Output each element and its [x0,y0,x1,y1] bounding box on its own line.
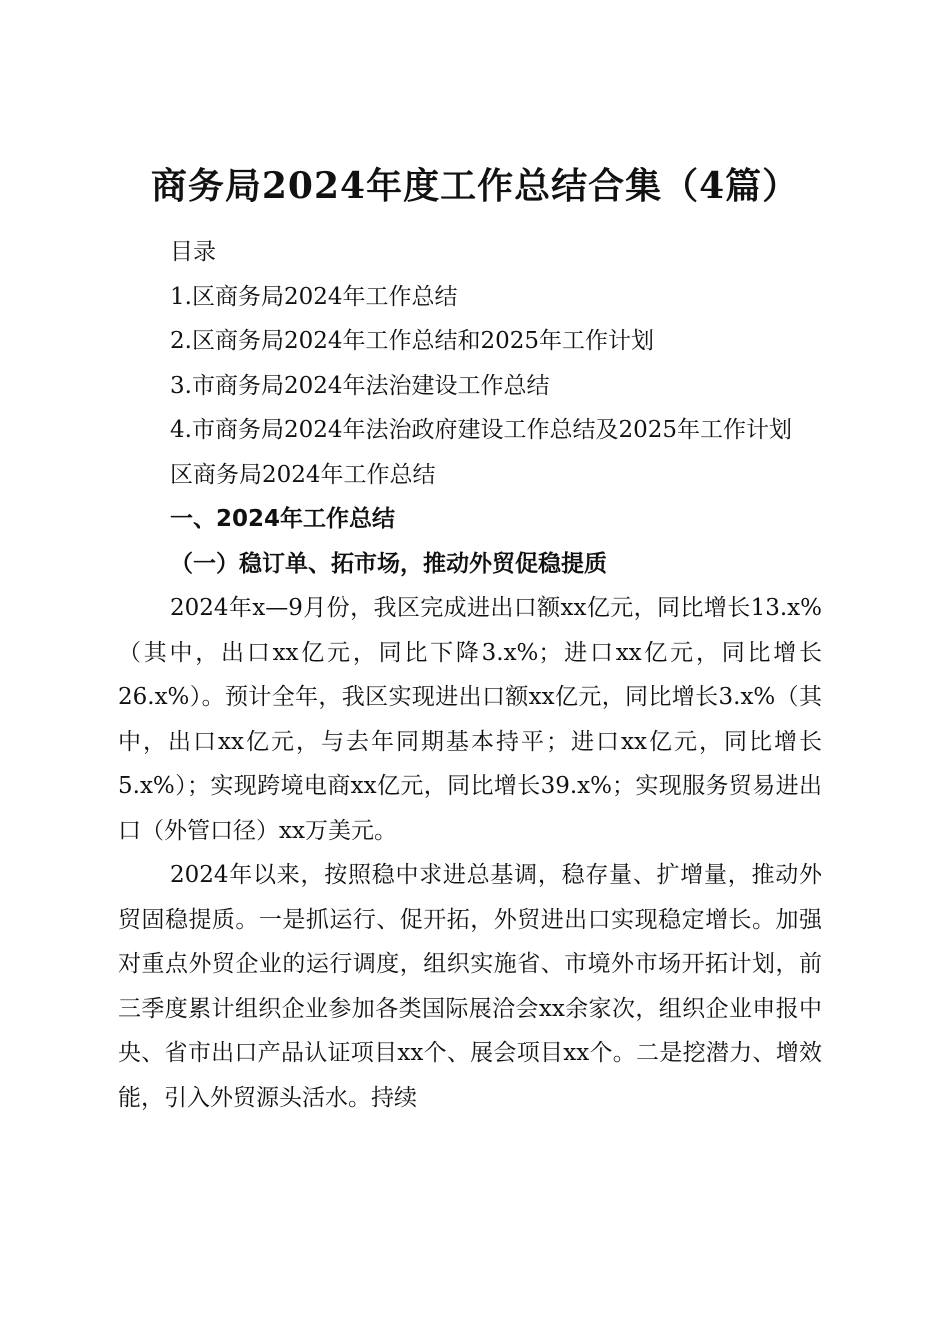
section-heading: 一、2024年工作总结 [170,506,396,532]
document-body [118,230,822,1120]
toc-item-1: 1.区商务局2024年工作总结 [170,283,458,310]
document-title: 商务局2024年度工作总结合集（4篇） [150,165,800,208]
toc-item-3: 3.市商务局2024年法治建设工作总结 [170,372,550,399]
body-paragraph-2: 2024年以来，按照稳中求进总基调，稳存量、扩增量，推动外贸固稳提质。一是抓运行、促开拓，外贸进出口实现稳定增长。加强对重点外贸企业的运行调度，组织实施省、市境外市场开拓计划，前三季度累计组织企业参加各类国际展洽会xx余家次，组织企业申报中央、省市出口产品认证项目xx个、展会项目xx个。二是挖潜力、增效能，引入外贸源头活水。持续 [118,862,822,1111]
toc-item-4: 4.市商务局2024年法治政府建设工作总结及2025年工作计划 [170,417,793,443]
body-paragraph-1: 2024年x—9月份，我区完成进出口额xx亿元，同比增长13.x%（其中，出口xx亿元，同比下降3.x%；进口xx亿元，同比增长26.x%）。预计全年，我区实现进出口额xx亿元，同比增长3.x%（其中，出口xx亿元，与去年同期基本持平；进口xx亿元，同比增长5.x%）；实现跨境电商xx亿元，同比增长39.x%；实现服务贸易进出口（外管口径）xx万美元。 [118,595,822,844]
subsection-heading: （一）稳订单、拓市场，推动外贸促稳提质 [170,549,607,577]
toc-item-2: 2.区商务局2024年工作总结和2025年工作计划 [170,328,655,354]
article-title: 区商务局2024年工作总结 [170,461,436,488]
toc-label: 目录 [170,239,216,265]
